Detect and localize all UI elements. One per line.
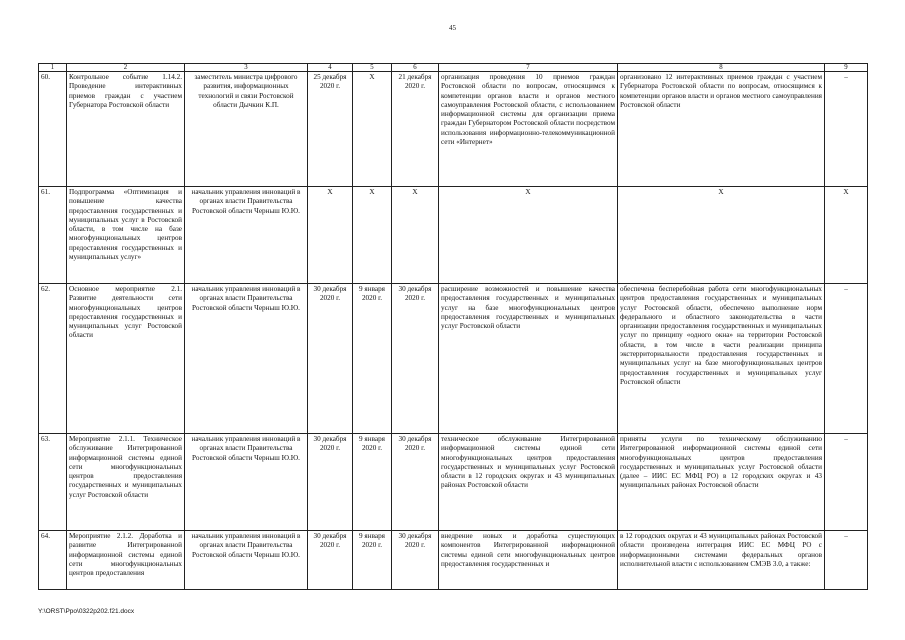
- file-path-footer: Y:\ORST\Ppo\0322p202.f21.docx: [38, 608, 135, 615]
- row-number: 62.: [39, 284, 67, 434]
- report-table: [38, 63, 868, 590]
- responsible-person: начальник управления инноваций в органах власти Правительства Ростовской области Черныш Ю.Ю.: [185, 531, 308, 590]
- planned-date: 30 декабря 2020 г.: [308, 434, 353, 531]
- event-name: Мероприятие 2.1.2. Доработка и развитие Интегрированной информационной системы единой сети многофункциональных центров предоставления: [67, 531, 185, 590]
- expected-result: техническое обслуживание Интегрированной информационной системы единой сети многофункциональных центров предоставления государственных и муниципальных услуг Ростовской области в 12 городских округах и 43 муниципальных районах Ростовской области: [439, 434, 618, 531]
- expected-result: расширение возможностей и повышение качества предоставления государственных и муниципальных услуг на базе многофункциональных центров предоставления государственных и муниципальных услуг Ростовской области: [439, 284, 618, 434]
- row-number: 61.: [39, 187, 67, 284]
- row-number: 63.: [39, 434, 67, 531]
- expected-result: внедрение новых и доработка существующих компонентов Интегрированной информационной системы единой сети многофункциональных центров предоставления государственных и: [439, 531, 618, 590]
- event-name: Подпрограмма «Оптимизация и повышение качества предоставления государственных и муниципальных услуг в Ростовской области, в том числе на базе многофункциональных центров предоставления государственных и муниципальных услуг»: [67, 187, 185, 284]
- end-date: 30 декабря 2020 г.: [392, 434, 439, 531]
- actual-result: организовано 12 интерактивных приемов граждан с участием Губернатора Ростовской области по вопросам, относящимся к компетенции органов власти и органов местного самоуправления Ростовской области: [618, 72, 825, 187]
- expected-result: организация проведения 10 приемов граждан Ростовской области по вопросам, относящимся к компетенции органов власти и органов местного самоуправления Ростовской области, с использованием информационной системы для организации приема граждан Губернатором Ростовской области посредством использования информационно-телекоммуникационной сети «Интернет»: [439, 72, 618, 187]
- column-number: 3: [185, 64, 308, 72]
- reason: –: [825, 72, 868, 187]
- column-number-row: [39, 64, 868, 72]
- actual-result: в 12 городских округах и 43 муниципальных районах Ростовской области произведена интеграция ИИС ЕС МФЦ РО с информационными системами федеральных органов исполнительной власти с использованием СМЭВ 3.0, а также:: [618, 531, 825, 590]
- responsible-person: начальник управления инноваций в органах власти Правительства Ростовской области Черныш Ю.Ю.: [185, 187, 308, 284]
- table-row: [39, 187, 868, 284]
- column-number: 2: [67, 64, 185, 72]
- table-row: [39, 434, 868, 531]
- table-row: [39, 72, 868, 187]
- start-date: X: [353, 72, 392, 187]
- table-row: [39, 531, 868, 590]
- start-date: 9 января 2020 г.: [353, 531, 392, 590]
- reason: –: [825, 531, 868, 590]
- start-date: 9 января 2020 г.: [353, 434, 392, 531]
- column-number: 4: [308, 64, 353, 72]
- reason: –: [825, 434, 868, 531]
- end-date: 30 декабря 2020 г.: [392, 284, 439, 434]
- planned-date: X: [308, 187, 353, 284]
- actual-result: приняты услуги по техническому обслуживанию Интегрированной информационной системы единой сети многофункциональных центров предоставления государственных и муниципальных услуг Ростовской области (далее – ИИС ЕС МФЦ РО) в 12 городских округах и 43 муниципальных районах Ростовской области: [618, 434, 825, 531]
- row-number: 64.: [39, 531, 67, 590]
- planned-date: 25 декабря 2020 г.: [308, 72, 353, 187]
- column-number: 8: [618, 64, 825, 72]
- responsible-person: начальник управления инноваций в органах власти Правительства Ростовской области Черныш Ю.Ю.: [185, 284, 308, 434]
- page-number: 45: [449, 24, 456, 32]
- actual-result: X: [618, 187, 825, 284]
- event-name: Контрольное событие 1.14.2. Проведение интерактивных приемов граждан с участием Губернатора Ростовской области: [67, 72, 185, 187]
- start-date: 9 января 2020 г.: [353, 284, 392, 434]
- table-row: [39, 284, 868, 434]
- end-date: X: [392, 187, 439, 284]
- event-name: Мероприятие 2.1.1. Техническое обслуживание Интегрированной информационной системы единой сети многофункциональных центров предоставления государственных и муниципальных услуг Ростовской области: [67, 434, 185, 531]
- column-number: 1: [39, 64, 67, 72]
- event-name: Основное мероприятие 2.1. Развитие деятельности сети многофункциональных центров предоставления государственных и муниципальных услуг Ростовской области: [67, 284, 185, 434]
- column-number: 9: [825, 64, 868, 72]
- column-number: 7: [439, 64, 618, 72]
- end-date: 21 декабря 2020 г.: [392, 72, 439, 187]
- end-date: 30 декабря 2020 г.: [392, 531, 439, 590]
- reason: X: [825, 187, 868, 284]
- expected-result: X: [439, 187, 618, 284]
- start-date: X: [353, 187, 392, 284]
- planned-date: 30 декабря 2020 г.: [308, 531, 353, 590]
- row-number: 60.: [39, 72, 67, 187]
- actual-result: обеспечена бесперебойная работа сети многофункциональных центров предоставления государственных и муниципальных услуг Ростовской области, обеспечено выполнение норм федерального и областного законодательства в части организации предоставления государственных и муниципальных услуг по принципу «одного окна» на территории Ростовской области, в том числе в части реализации принципа экстерриториальности предоставления государственных и муниципальных услуг на базе многофункциональных центров предоставления государственных и муниципальных услуг Ростовской области: [618, 284, 825, 434]
- column-number: 5: [353, 64, 392, 72]
- responsible-person: начальник управления инноваций в органах власти Правительства Ростовской области Черныш Ю.Ю.: [185, 434, 308, 531]
- column-number: 6: [392, 64, 439, 72]
- responsible-person: заместитель министра цифрового развития, информационных технологий и связи Ростовской области Дычкин К.П.: [185, 72, 308, 187]
- planned-date: 30 декабря 2020 г.: [308, 284, 353, 434]
- reason: –: [825, 284, 868, 434]
